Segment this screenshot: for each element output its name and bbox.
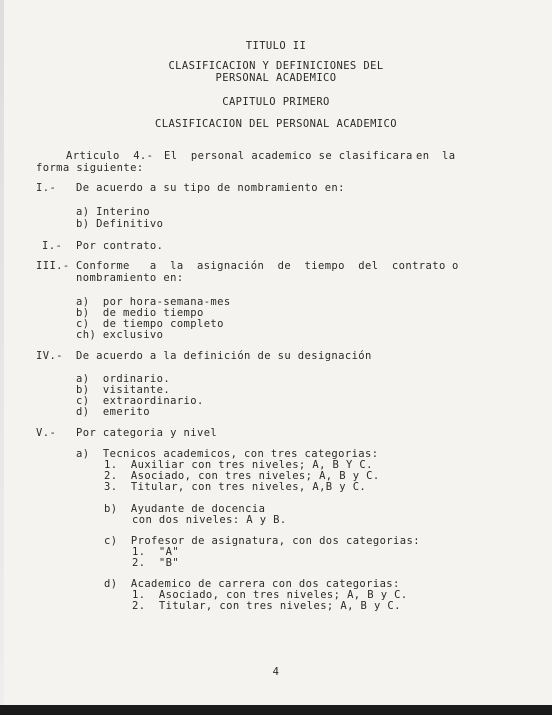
article-text-en: en	[416, 150, 430, 162]
title-heading: TITULO II	[245, 40, 307, 52]
section-5-d-head: d) Academico de carrera con dos categorias:	[104, 578, 400, 590]
section-3-item: a) por hora-semana-mes	[76, 296, 231, 308]
section-5-a-item: 2. Asociado, con tres niveles; A, B y C.	[104, 470, 380, 482]
section-3-text-line-2: nombramiento en:	[76, 272, 184, 284]
section-4-item: b) visitante.	[76, 384, 171, 396]
section-5-b-line-2: con dos niveles: A y B.	[132, 514, 287, 526]
scan-bottom-edge	[0, 705, 552, 715]
section-5-a-item: 1. Auxiliar con tres niveles; A, B Y C.	[104, 459, 373, 471]
article-text-line-2: forma siguiente:	[36, 162, 144, 174]
section-5-c-head: c) Profesor de asignatura, con dos categorias:	[104, 535, 420, 547]
page-number: 4	[272, 666, 280, 678]
section-5-c-item: 2. "B"	[132, 557, 180, 569]
section-5-c-item: 1. "A"	[132, 546, 180, 558]
section-4-number: IV.-	[36, 350, 63, 362]
section-4-text: De acuerdo a la definición de su designación	[76, 350, 372, 362]
section-5-a-head: a) Tecnicos academicos, con tres categorias:	[76, 448, 379, 460]
section-3-item: b) de medio tiempo	[76, 307, 204, 319]
subtitle-line-1: CLASIFICACION Y DEFINICIONES DEL	[168, 60, 384, 72]
section-heading: CLASIFICACION DEL PERSONAL ACADEMICO	[155, 118, 397, 130]
section-1-item: a) Interino	[76, 206, 150, 218]
section-3-number: III.-	[36, 260, 70, 272]
section-5-a-item: 3. Titular, con tres niveles, A,B y C.	[104, 481, 367, 493]
section-2-number: I.-	[42, 240, 63, 252]
chapter-heading: CAPITULO PRIMERO	[222, 96, 330, 108]
subtitle-line-2: PERSONAL ACADEMICO	[215, 72, 337, 84]
section-1-item: b) Definitivo	[76, 218, 164, 230]
section-1-number: I.-	[36, 182, 57, 194]
section-1-text: De acuerdo a su tipo de nombramiento en:	[76, 182, 345, 194]
section-4-item: c) extraordinario.	[76, 395, 204, 407]
section-2-text: Por contrato.	[76, 240, 164, 252]
section-3-item: c) de tiempo completo	[76, 318, 224, 330]
section-5-number: V.-	[36, 427, 57, 439]
section-5-b-head: b) Ayudante de docencia	[104, 503, 266, 515]
section-3-text: Conforme a la asignación de tiempo del contrato	[76, 260, 446, 272]
article-text-la: la	[442, 150, 456, 162]
section-3-item: ch) exclusivo	[76, 329, 164, 341]
section-5-d-item: 2. Titular, con tres niveles; A, B y C.	[132, 600, 401, 612]
section-4-item: d) emerito	[76, 406, 150, 418]
article-text: El personal academico se clasificara	[164, 150, 413, 162]
section-5-d-item: 1. Asociado, con tres niveles; A, B y C.	[132, 589, 408, 601]
section-4-item: a) ordinario.	[76, 373, 171, 385]
section-5-text: Por categoria y nivel	[76, 427, 218, 439]
section-3-text-o: o	[452, 260, 459, 272]
article-label: Articulo 4.-	[66, 150, 154, 162]
